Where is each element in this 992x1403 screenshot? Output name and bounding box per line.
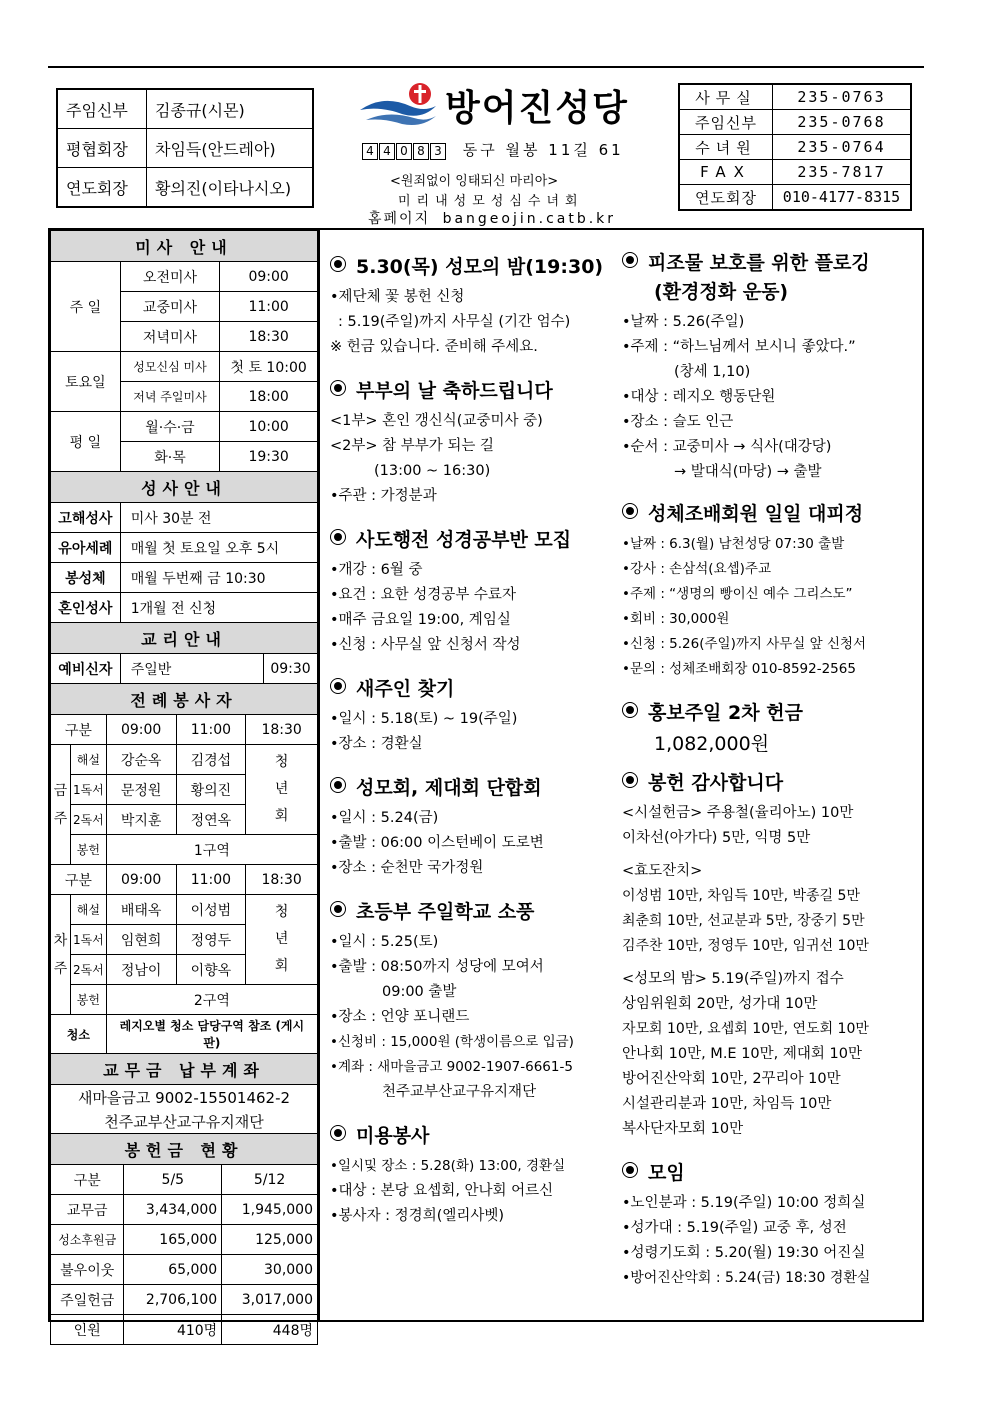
week-label: 주 <box>53 960 68 977</box>
role: 해설 <box>70 745 106 775</box>
zip-digit: 0 <box>396 143 412 160</box>
sacrament-value: 매월 첫 토요일 오후 5시 <box>120 533 317 563</box>
notice-line: → 발대식(마당) → 출발 <box>674 464 822 480</box>
sacrament-name: 혼인성사 <box>51 593 121 623</box>
zip-digit: 4 <box>362 143 378 160</box>
contact-label: 사무실 <box>679 84 773 110</box>
notice-section <box>330 897 620 1105</box>
notice-line: •계좌 : 새마을금고 9002-1907-6661-5 <box>330 1059 573 1075</box>
notice-line: 천주교부산교구유지재단 <box>382 1084 537 1100</box>
zip-digit: 8 <box>413 143 429 160</box>
doctrine-title: 교리안내 <box>51 623 318 654</box>
homepage-label: 홈페이지 <box>368 211 431 227</box>
offering-title: 봉헌금 현황 <box>51 1134 318 1165</box>
sacrament-name: 유아세례 <box>51 533 121 563</box>
server-name: 강순옥 <box>106 745 176 775</box>
server-name: 문정원 <box>106 775 176 805</box>
cleaning-label: 청소 <box>51 1015 107 1054</box>
role: 봉헌 <box>70 985 106 1015</box>
role: 봉헌 <box>70 835 106 865</box>
notice-line: •주제 : “생명의 빵이신 예수 그리스도” <box>622 586 853 602</box>
leader-info-table <box>56 88 314 208</box>
left-sidebar <box>50 230 320 1339</box>
notice-line: •장소 : 언양 포니랜드 <box>330 1009 470 1025</box>
server-name: 황의진 <box>176 775 246 805</box>
account-table <box>50 1053 318 1134</box>
notice-line: : 5.19(주일)까지 사무실 (기간 엄수) <box>338 314 571 330</box>
notice-line: •성령기도회 : 5.20(월) 19:30 어진실 <box>622 1245 866 1261</box>
mass-time: 첫 토 10:00 <box>220 352 318 382</box>
notice-section <box>330 1121 620 1229</box>
offering-value: 1,945,000 <box>222 1195 318 1225</box>
notice-line: •장소 : 슬도 인근 <box>622 414 734 430</box>
spacer <box>622 851 918 859</box>
mass-time: 18:30 <box>220 322 318 352</box>
notice-line: •주제 : “하느님께서 보시니 좋았다.” <box>622 339 856 355</box>
youth-label: 년 <box>274 931 289 947</box>
sacrament-value: 미사 30분 전 <box>120 503 317 533</box>
sacrament-name: 봉성체 <box>51 563 121 593</box>
mass-name: 화·목 <box>120 442 220 472</box>
notice-line: •매주 금요일 19:00, 계임실 <box>330 612 511 628</box>
notice-title: 피조물 보호를 위한 플로깅 <box>648 252 870 274</box>
week-header: 11:00 <box>176 865 246 895</box>
contact-number: 235-7817 <box>773 160 912 185</box>
notice-line: 이차선(아가다) 5만, 익명 5만 <box>622 830 811 846</box>
mass-time: 19:30 <box>220 442 318 472</box>
contact-number: 235-0763 <box>773 84 912 110</box>
top-rule <box>48 66 924 68</box>
spacer <box>622 959 918 967</box>
offering-name: 교무금 <box>51 1195 124 1225</box>
notice-line: <2부> 참 부부가 되는 길 <box>330 438 495 454</box>
info-value: 황의진(이타나시오) <box>147 168 314 208</box>
notice-line: <1부> 혼인 갱신식(교중미사 중) <box>330 413 543 429</box>
notice-line: <성모의 밤> 5.19(주일)까지 접수 <box>622 971 844 987</box>
contact-number: 235-0764 <box>773 135 912 160</box>
bullet-circle-icon <box>330 901 346 917</box>
notice-line: •날짜 : 5.26(주일) <box>622 314 745 330</box>
cleaning-value: 레지오별 청소 담당구역 참조 (게시판) <box>106 1015 317 1054</box>
notice-title: 초등부 주일학교 소풍 <box>356 901 535 923</box>
notice-subtitle: (환경정화 운동) <box>654 281 789 303</box>
church-logo-icon <box>358 80 438 130</box>
homepage-url[interactable]: bangeojin.catb.kr <box>442 211 617 227</box>
notice-title: 새주인 찾기 <box>356 678 455 700</box>
bullet-circle-icon <box>330 256 346 272</box>
sacrament-title: 성사안내 <box>51 472 318 503</box>
bullet-circle-icon <box>330 777 346 793</box>
notice-line: •주관 : 가정분과 <box>330 488 437 504</box>
notice-line: •일시 : 5.25(토) <box>330 934 439 950</box>
offering-value: 125,000 <box>222 1225 318 1255</box>
notice-line: •신청 : 5.26(주일)까지 사무실 앞 신청서 <box>622 636 867 652</box>
notice-section <box>622 248 918 485</box>
account-title: 교무금 납부계좌 <box>51 1054 318 1085</box>
notice-line: •일시 : 5.24(금) <box>330 810 439 826</box>
doctrine-name: 예비신자 <box>51 654 121 684</box>
notice-line: •제단체 꽃 봉헌 신청 <box>330 289 465 305</box>
account-line: 새마을금고 9002-15501462-2 <box>51 1085 318 1110</box>
youth-label: 회 <box>274 808 289 824</box>
youth-label: 청 <box>274 754 289 770</box>
bullet-circle-icon <box>330 380 346 396</box>
server-name: 정남이 <box>106 955 176 985</box>
right-column <box>622 248 918 1307</box>
notice-line: •대상 : 레지오 행동단원 <box>622 389 776 405</box>
notice-section <box>622 1158 918 1291</box>
role: 2독서 <box>70 955 106 985</box>
mass-time: 09:00 <box>220 262 318 292</box>
middle-column <box>330 252 620 1245</box>
notice-line: 복사단자모회 10만 <box>622 1121 744 1137</box>
notice-amount: 1,082,000원 <box>654 733 770 755</box>
main-frame <box>48 228 924 1339</box>
week-header: 구분 <box>51 715 107 745</box>
mass-title: 미사 안내 <box>51 231 318 262</box>
role: 해설 <box>70 895 106 925</box>
weekday-label: 평 일 <box>51 412 121 472</box>
week-header: 09:00 <box>106 715 176 745</box>
offering-name: 불우이웃 <box>51 1255 124 1285</box>
bullet-circle-icon <box>622 772 638 788</box>
motto: <원죄없이 잉태되신 마리아> <box>390 174 559 189</box>
youth-label: 회 <box>274 958 289 974</box>
notice-title: 봉헌 감사합니다 <box>648 772 784 794</box>
notice-line: •방어진산악회 : 5.24(금) 18:30 경환실 <box>622 1270 871 1286</box>
notice-title: 미용봉사 <box>356 1125 430 1147</box>
notice-title: 5.30(목) 성모의 밤(19:30) <box>356 256 604 278</box>
notice-line: •문의 : 성체조배회장 010-8592-2565 <box>622 661 856 677</box>
contact-number: 010-4177-8315 <box>773 185 912 211</box>
offering-value: 2,706,100 <box>124 1285 222 1315</box>
info-label: 주임신부 <box>57 89 147 129</box>
offering-table <box>50 1133 318 1345</box>
notice-section <box>330 376 620 509</box>
week-label: 주 <box>53 810 68 827</box>
notice-line: •출발 : 08:50까지 성당에 모여서 <box>330 959 544 975</box>
server-name: 임현희 <box>106 925 176 955</box>
notice-section <box>622 698 918 756</box>
server-name: 정영두 <box>176 925 246 955</box>
notice-line: 안나회 10만, M.E 10만, 제대회 10만 <box>622 1046 862 1062</box>
notice-line: •성가대 : 5.19(주일) 교중 후, 성전 <box>622 1220 847 1236</box>
offering-name: 주일헌금 <box>51 1285 124 1315</box>
notice-section <box>330 773 620 881</box>
notice-line: 자모회 10만, 요셉회 10만, 연도회 10만 <box>622 1021 869 1037</box>
info-value: 김종규(시몬) <box>147 89 314 129</box>
notice-line: •일시및 장소 : 5.28(화) 13:00, 경환실 <box>330 1158 566 1174</box>
notice-line: •날짜 : 6.3(월) 남천성당 07:30 출발 <box>622 536 845 552</box>
notice-line: (13:00 ~ 16:30) <box>374 463 491 479</box>
week-header: 11:00 <box>176 715 246 745</box>
doctrine-time: 09:30 <box>264 654 318 684</box>
notice-line: 09:00 출발 <box>382 984 457 1000</box>
bullet-circle-icon <box>622 252 638 268</box>
bullet-circle-icon <box>330 529 346 545</box>
server-name: 이성범 <box>176 895 246 925</box>
notice-title: 부부의 날 축하드립니다 <box>356 380 553 402</box>
server-name: 정연옥 <box>176 805 246 835</box>
notice-line: 방어진산악회 10만, 2꾸리아 10만 <box>622 1071 841 1087</box>
doctrine-value: 주일반 <box>120 654 263 684</box>
mass-time: 11:00 <box>220 292 318 322</box>
week-header: 18:30 <box>246 865 318 895</box>
notice-line: •순서 : 교중미사 → 식사(대강당) <box>622 439 832 455</box>
info-label: 연도회장 <box>57 168 147 208</box>
notice-line: 시설관리분과 10만, 차임득 10만 <box>622 1096 832 1112</box>
bullet-circle-icon <box>622 1162 638 1178</box>
mass-time: 10:00 <box>220 412 318 442</box>
offering-value: 448명 <box>222 1315 318 1345</box>
notice-line: •회비 : 30,000원 <box>622 611 730 627</box>
notice-section <box>330 674 620 757</box>
notice-line: ※ 헌금 있습니다. 준비해 주세요. <box>330 339 538 355</box>
sunday-label: 주 일 <box>51 262 121 352</box>
notice-section <box>622 499 918 682</box>
offering-name: 성소후원금 <box>51 1225 124 1255</box>
notice-title: 모임 <box>648 1162 685 1184</box>
mass-name: 저녁 주일미사 <box>120 382 220 412</box>
notice-line: •봉사자 : 정경희(엘리사벳) <box>330 1208 505 1224</box>
notice-line: 최춘희 10만, 선교분과 5만, 장중기 5만 <box>622 913 865 929</box>
bullet-circle-icon <box>330 678 346 694</box>
offering-header: 5/12 <box>222 1165 318 1195</box>
notice-line: •요건 : 요한 성경공부 수료자 <box>330 587 516 603</box>
server-name: 김경섭 <box>176 745 246 775</box>
youth-label: 년 <box>274 781 289 797</box>
offering-value: 165,000 <box>124 1225 222 1255</box>
mass-name: 성모신심 미사 <box>120 352 220 382</box>
mass-name: 교중미사 <box>120 292 220 322</box>
notice-line: •강사 : 손삼석(요셉)주교 <box>622 561 771 577</box>
notice-line: 상임위원회 20만, 성가대 10만 <box>622 996 818 1012</box>
notice-line: •출발 : 06:00 이스턴베이 도로변 <box>330 835 544 851</box>
info-value: 차임득(안드레아) <box>147 129 314 168</box>
week-header: 구분 <box>51 865 107 895</box>
notice-line: <시설헌금> 주용철(율리아노) 10만 <box>622 805 854 821</box>
contact-table <box>678 83 912 211</box>
notice-section <box>330 252 620 360</box>
homepage <box>368 208 616 228</box>
offering-zone: 1구역 <box>106 835 317 865</box>
notice-section <box>330 525 620 658</box>
role: 1독서 <box>70 775 106 805</box>
offering-header: 5/5 <box>124 1165 222 1195</box>
role: 1독서 <box>70 925 106 955</box>
week-header: 09:00 <box>106 865 176 895</box>
sidebar-table <box>50 230 318 684</box>
notice-line: (창세 1,10) <box>674 364 751 380</box>
offering-value: 30,000 <box>222 1255 318 1285</box>
bullet-circle-icon <box>622 503 638 519</box>
offering-value: 3,017,000 <box>222 1285 318 1315</box>
notice-line: 이성범 10만, 차임득 10만, 박종길 5만 <box>622 888 860 904</box>
notice-line: •장소 : 경환실 <box>330 736 423 752</box>
offering-header: 구분 <box>51 1165 124 1195</box>
week-label: 금 <box>53 782 68 799</box>
week-label: 차 <box>53 932 68 949</box>
week-header: 18:30 <box>246 715 318 745</box>
server-name: 배태옥 <box>106 895 176 925</box>
mass-name: 오전미사 <box>120 262 220 292</box>
notice-line: •장소 : 순천만 국가정원 <box>330 860 484 876</box>
notice-title: 홍보주일 2차 헌금 <box>648 702 803 724</box>
zip-digit: 3 <box>430 143 446 160</box>
notice-section <box>622 768 918 1142</box>
community-name: 미리내성모성심수녀회 <box>398 194 584 209</box>
address <box>362 139 624 160</box>
offering-value: 65,000 <box>124 1255 222 1285</box>
info-label: 평협회장 <box>57 129 147 168</box>
address-text: 동구 월봉 11길 61 <box>462 141 624 159</box>
offering-name: 인원 <box>51 1315 124 1345</box>
servers-title: 전례봉사자 <box>51 684 318 715</box>
notice-line: •일시 : 5.18(토) ~ 19(주일) <box>330 711 518 727</box>
contact-label: 연도회장 <box>679 185 773 211</box>
notice-line: •대상 : 본당 요셉회, 안나회 어르신 <box>330 1183 554 1199</box>
notice-line: •신청비 : 15,000원 (학생이름으로 입금) <box>330 1034 574 1050</box>
notice-line: <효도잔치> <box>622 863 703 879</box>
zip-digit: 4 <box>379 143 395 160</box>
bullet-circle-icon <box>330 1125 346 1141</box>
server-name: 이향옥 <box>176 955 246 985</box>
server-name: 박지훈 <box>106 805 176 835</box>
notice-title: 성모회, 제대회 단합회 <box>356 777 542 799</box>
sacrament-name: 고해성사 <box>51 503 121 533</box>
church-name: 방어진성당 <box>445 88 629 129</box>
mass-name: 저녁미사 <box>120 322 220 352</box>
account-line: 천주교부산교구유지재단 <box>51 1109 318 1134</box>
sacrament-value: 1개월 전 신청 <box>120 593 317 623</box>
offering-zone: 2구역 <box>106 985 317 1015</box>
notice-line: •노인분과 : 5.19(주일) 10:00 정희실 <box>622 1195 866 1211</box>
notice-line: 김주찬 10만, 정영두 10만, 임귀선 10만 <box>622 938 869 954</box>
contact-label: 주임신부 <box>679 110 773 135</box>
offering-value: 3,434,000 <box>124 1195 222 1225</box>
bullet-circle-icon <box>622 702 638 718</box>
contact-number: 235-0768 <box>773 110 912 135</box>
sacrament-value: 매월 두번째 금 10:30 <box>120 563 317 593</box>
notice-line: •신청 : 사무실 앞 신청서 작성 <box>330 637 521 653</box>
role: 2독서 <box>70 805 106 835</box>
notice-title: 사도행전 성경공부반 모집 <box>356 529 572 551</box>
mass-name: 월·수·금 <box>120 412 220 442</box>
offering-value: 410명 <box>124 1315 222 1345</box>
saturday-label: 토요일 <box>51 352 121 412</box>
notice-line: •개강 : 6월 중 <box>330 562 423 578</box>
notice-title: 성체조배회원 일일 대피정 <box>648 503 864 525</box>
mass-time: 18:00 <box>220 382 318 412</box>
contact-label: FAX <box>679 160 773 185</box>
contact-label: 수녀원 <box>679 135 773 160</box>
youth-label: 청 <box>274 904 289 920</box>
servers-table <box>50 683 318 1054</box>
